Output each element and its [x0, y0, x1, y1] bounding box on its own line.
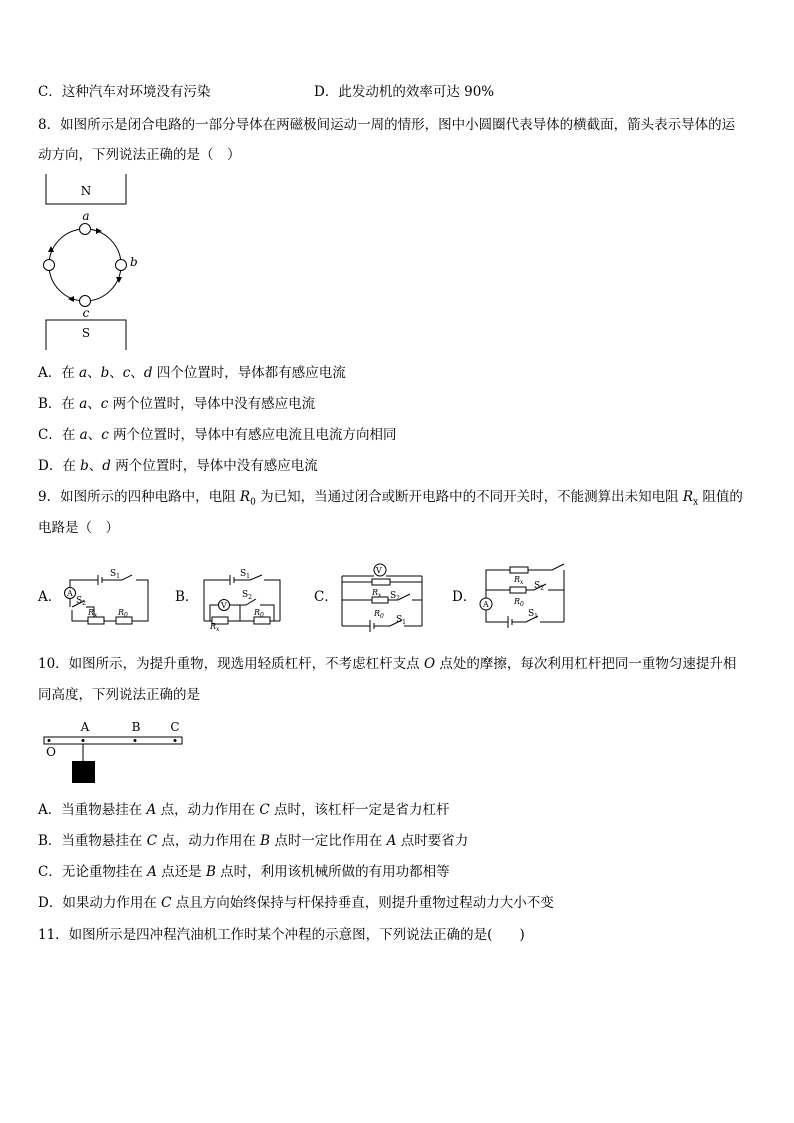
- q10-option-b: B．当重物悬挂在 C 点，动力作用在 B 点时一定比作用在 A 点时要省力: [38, 833, 469, 849]
- q10-option-a: A．当重物悬挂在 A 点，动力作用在 C 点时，该杠杆一定是省力杠杆: [38, 802, 450, 818]
- conductor-c: [80, 296, 91, 307]
- conductor-b: [116, 260, 127, 271]
- svg-text:S1: $S_1$: [110, 569, 120, 580]
- svg-text:S2: $S_2$: [534, 581, 544, 592]
- q9-stem-line2: 电路是（ ）: [38, 520, 119, 536]
- q10-option-d: D．如果动力作用在 C 点且方向始终保持与杆保持垂直，则提升重物过程动力大小不变: [38, 895, 554, 911]
- q9-stem-line1: 9．如图所示的四种电路中，电阻 $R_0$ 为已知，当通过闭合或断开电路中的不同开关时，不能测算出未知电阻 $R_x$ 阻值的: [38, 489, 743, 508]
- svg-text:A: A: [67, 589, 73, 598]
- q7-option-d: D．此发动机的效率可达 90%: [314, 84, 495, 100]
- q8-option-d: D．在 b、d 两个位置时，导体中没有感应电流: [38, 458, 318, 474]
- svg-text:C: C: [170, 720, 180, 734]
- q8-magnet-figure: [40, 170, 140, 355]
- q9-circuit-d: [474, 560, 574, 632]
- label-a: a: [82, 209, 90, 223]
- q7-option-c: C．这种汽车对环境没有污染: [38, 84, 211, 100]
- q8-option-b: B．在 a、c 两个位置时，导体中没有感应电流: [38, 396, 316, 412]
- svg-text:S2: $S_2$: [390, 591, 400, 602]
- q10-lever-figure: [38, 716, 188, 788]
- svg-text:Rx: $R_x$: [514, 575, 524, 586]
- q10-stem-line2: 同高度，下列说法正确的是: [38, 687, 200, 703]
- weight-block: [72, 761, 95, 783]
- svg-text:V: V: [376, 566, 382, 575]
- svg-text:O: O: [46, 745, 56, 759]
- svg-text:B: B: [131, 720, 141, 734]
- south-pole-label: S: [81, 326, 91, 340]
- q9-circuit-c: [336, 558, 428, 634]
- q10-option-c: C．无论重物挂在 A 点还是 B 点时，利用该机械所做的有用功都相等: [38, 864, 450, 880]
- svg-text:Rx: $R_x$: [372, 588, 382, 599]
- q9-label-d: D．: [452, 589, 477, 605]
- svg-text:R0: $R_0$: [514, 597, 524, 608]
- svg-text:Rx: $R_x$: [88, 608, 98, 619]
- q9-label-b: B．: [175, 589, 199, 605]
- svg-text:A: A: [483, 600, 489, 609]
- svg-text:S1: $S_1$: [240, 569, 250, 580]
- conductor-d: [44, 260, 55, 271]
- svg-text:V: V: [221, 601, 227, 610]
- svg-text:R0: $R_0$: [254, 608, 264, 619]
- q8-option-a: A．在 a、b、c、d 四个位置时，导体都有感应电流: [38, 365, 346, 381]
- label-c: c: [82, 306, 90, 320]
- q11-stem: 11．如图所示是四冲程汽油机工作时某个冲程的示意图，下列说法正确的是( ): [38, 927, 525, 943]
- svg-text:S2: $S_2$: [242, 590, 252, 601]
- svg-text:S1: $S_1$: [396, 615, 406, 626]
- conductor-a: [80, 224, 91, 235]
- q10-stem-line1: 10．如图所示，为提升重物，现选用轻质杠杆，不考虑杠杆支点 O 点处的摩擦，每次利用杠杆把同一重物匀速提升相: [38, 656, 737, 672]
- svg-text:A: A: [80, 720, 90, 734]
- q9-circuit-a: [60, 563, 156, 631]
- north-pole-label: N: [80, 184, 92, 198]
- svg-text:R0: $R_0$: [118, 608, 128, 619]
- q8-stem-line2: 动方向，下列说法正确的是（ ）: [38, 147, 241, 163]
- q9-label-a: A．: [38, 589, 62, 605]
- q9-label-c: C．: [314, 589, 338, 605]
- q9-circuit-b: [196, 563, 292, 631]
- svg-text:R0: $R_0$: [374, 609, 384, 620]
- svg-text:S2: $S_2$: [76, 596, 86, 607]
- q8-option-c: C．在 a、c 两个位置时，导体中有感应电流且电流方向相同: [38, 427, 397, 443]
- svg-text:S1: $S_1$: [528, 609, 538, 620]
- q8-stem-line1: 8．如图所示是闭合电路的一部分导体在两磁极间运动一周的情形，图中小圆圈代表导体的横截面，箭头表示导体的运: [38, 117, 736, 133]
- label-b: b: [130, 255, 138, 269]
- svg-text:Rx: $R_x$: [210, 622, 220, 631]
